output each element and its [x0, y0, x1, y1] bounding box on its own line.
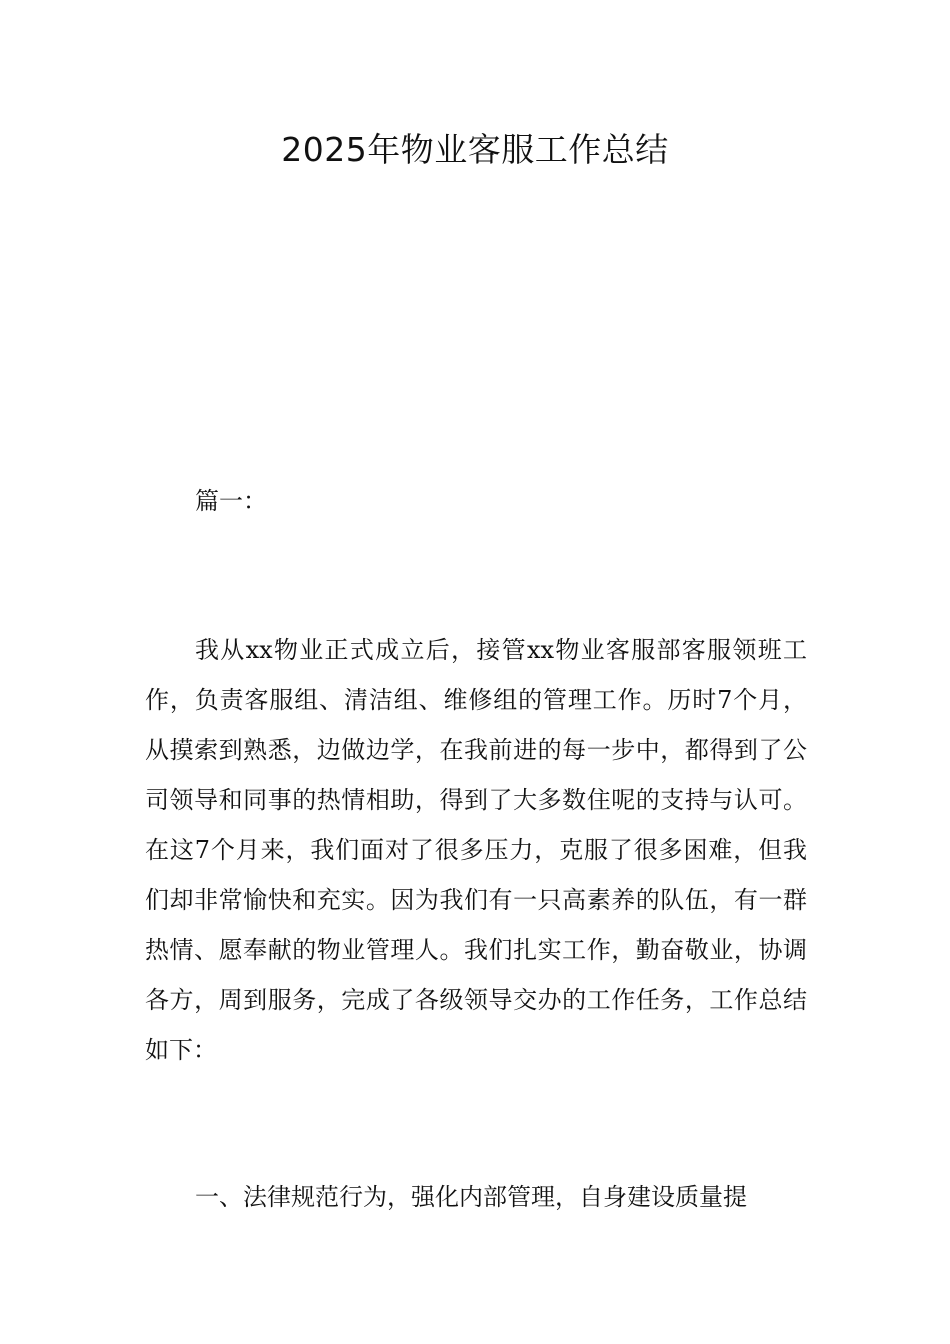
body-paragraph-intro: 我从xx物业正式成立后，接管xx物业客服部客服领班工作，负责客服组、清洁组、维修组的管理工作。历时7个月，从摸索到熟悉，边做边学，在我前进的每一步中，都得到了公司领导和同事的热情相助，得到了大多数住呢的支持与认可。在这7个月来，我们面对了很多压力，克服了很多困难，但我们却非常愉快和充实。因为我们有一只高素养的队伍，有一群热情、愿奉献的物业管理人。我们扎实工作，勤奋敬业，协调各方，周到服务，完成了各级领导交办的工作任务，工作总结如下： [145, 636, 807, 1064]
document-title: 2025年物业客服工作总结 [281, 130, 669, 169]
body-paragraph-section-one: 一、法律规范行为，强化内部管理，自身建设质量提 [195, 1183, 747, 1211]
section-heading: 篇一： [195, 487, 267, 515]
